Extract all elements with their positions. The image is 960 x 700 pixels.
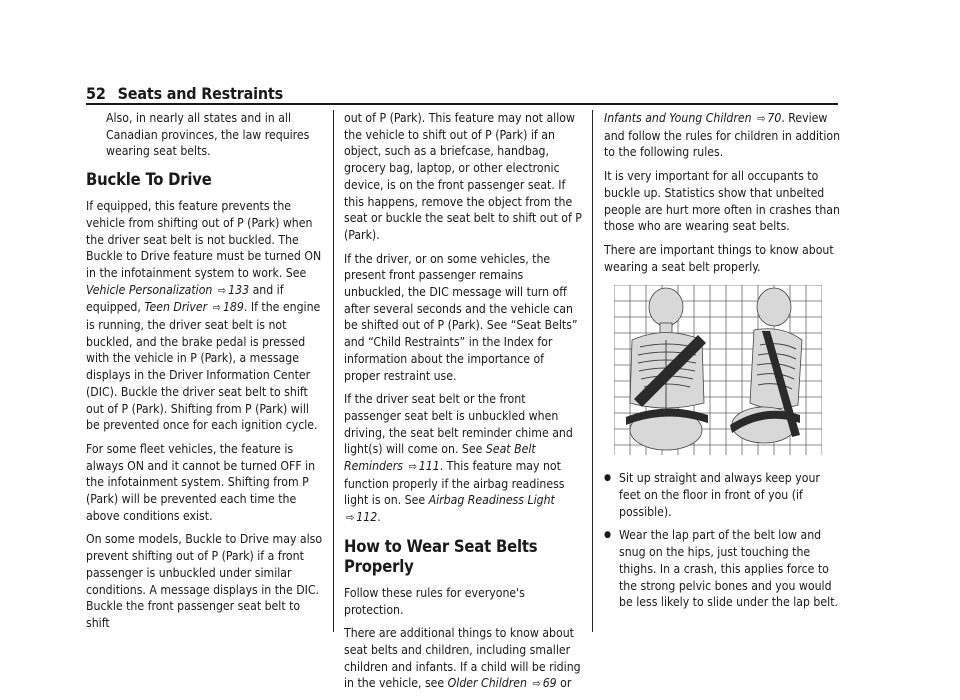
paragraph: It is very important for all occupants to buckle up. Statistics show that unbelted people are hurt more often in crashes than those who are wearing seat belts. <box>604 169 840 234</box>
page-ref[interactable]: 70 <box>767 111 782 125</box>
section-heading-how-to-wear: How to Wear Seat Belts Properly <box>344 536 538 576</box>
page-ref-icon: ⇨ <box>757 112 766 125</box>
text: . This feature may not function properly if the airbag readiness light is on. See <box>344 459 565 508</box>
paragraph: Also, in nearly all states and in all Canadian provinces, the law requires wearing seat belts. <box>106 111 310 159</box>
xref-airbag-readiness-light[interactable]: Airbag Readiness Light <box>428 493 555 508</box>
xref-teen-driver[interactable]: Teen Driver <box>144 300 208 315</box>
text: There are additional things to know about seat belts and children, including smaller children and infants. If a child will be riding in the vehicle, see <box>344 626 581 691</box>
text: . If the engine is running, the driver seat belt is not buckled, and the brake pedal is pressed with the vehicle in P (Park), a message displays in the Driver Information Center (DIC). Buckle the driver seat belt to shift out of P (Park). Shifting from P (Park) will be prevented once for each ignition cycle. <box>86 300 321 433</box>
paragraph <box>344 391 582 527</box>
page-header <box>86 84 283 103</box>
paragraph <box>86 198 324 434</box>
page-ref[interactable]: 112 <box>356 510 378 525</box>
bullet-list <box>604 470 842 611</box>
page-ref[interactable]: 69 <box>542 676 557 691</box>
header-rule <box>86 103 838 105</box>
xref-infants-young-children[interactable]: Infants and Young Children <box>604 111 752 125</box>
seat-belt-illustration <box>614 285 822 455</box>
page-ref-icon: ⇨ <box>532 677 541 691</box>
paragraph: Follow these rules for everyone's protection. <box>344 585 525 617</box>
column-divider <box>333 110 334 632</box>
text: . <box>377 510 381 525</box>
section-heading-buckle-to-drive: Buckle To Drive <box>86 170 212 190</box>
text: or <box>560 676 572 691</box>
xref-seat-belt-reminders[interactable]: Seat Belt Reminders <box>344 442 536 474</box>
paragraph: There are important things to know about wearing a seat belt properly. <box>604 242 834 274</box>
bullet-item: ● Wear the lap part of the belt low and snug on the hips, just touching the thighs. In a crash, this applies force to the strong pelvic bones and you would be less likely to slide under the lap belt. <box>604 527 842 611</box>
xref-vehicle-personalization[interactable]: Vehicle Personalization <box>86 282 213 297</box>
xref-older-children[interactable]: Older Children <box>447 676 527 691</box>
paragraph <box>604 110 842 161</box>
column-2 <box>344 110 582 700</box>
page-ref[interactable]: 189 <box>222 300 244 315</box>
column-1 <box>86 110 324 639</box>
section-title: Seats and Restraints <box>117 84 283 103</box>
page-ref-icon: ⇨ <box>212 301 221 315</box>
page-ref-icon: ⇨ <box>346 511 355 525</box>
paragraph: If the driver, or on some vehicles, the present front passenger remains unbuckled, the DIC message will turn off after several seconds and the vehicle can be shifted out of P (Park). See “Seat Belts” and “Child Restraints” in the Index for information about the importance of proper restraint use. <box>344 251 578 383</box>
paragraph: On some models, Buckle to Drive may also prevent shifting out of P (Park) if a front passenger is unbuckled under similar conditions. A message displays in the DIC. Buckle the front passenger seat belt to shift <box>86 532 323 630</box>
text: If the driver seat belt or the front passenger seat belt is unbuckled when driving, the seat belt reminder chime and light(s) will come on. See <box>344 392 573 457</box>
page-ref-icon: ⇨ <box>408 460 417 474</box>
paragraph: out of P (Park). This feature may not allow the vehicle to shift out of P (Park) if an object, such as a briefcase, handbag, grocery bag, laptop, or other electronic device, is on the front passenger seat. If this happens, remove the object from the seat or buckle the seat belt to shift out of P (Park). <box>344 111 582 242</box>
page-number: 52 <box>86 84 106 103</box>
text: . Review and follow the rules for children in addition to the following rules. <box>604 111 841 160</box>
bullet-item: ● Sit up straight and always keep your feet on the floor in front of you (if possible). <box>604 470 842 520</box>
text: If equipped, this feature prevents the vehicle from shifting out of P (Park) when the driver seat belt is not buckled. The Buckle to Drive feature must be turned ON in the infotainment system to work. See <box>86 199 322 280</box>
skeleton-belt-figure <box>614 285 822 455</box>
paragraph <box>344 625 582 693</box>
page-ref[interactable]: 133 <box>228 282 250 297</box>
text: and if equipped, <box>86 282 284 315</box>
column-divider <box>592 110 593 632</box>
page-ref[interactable]: 111 <box>418 459 440 474</box>
page-ref-icon: ⇨ <box>217 283 227 297</box>
paragraph: For some fleet vehicles, the feature is always ON and it cannot be turned OFF in the infotainment system. Shifting from P (Park) will be prevented each time the above conditions exist. <box>86 441 316 523</box>
